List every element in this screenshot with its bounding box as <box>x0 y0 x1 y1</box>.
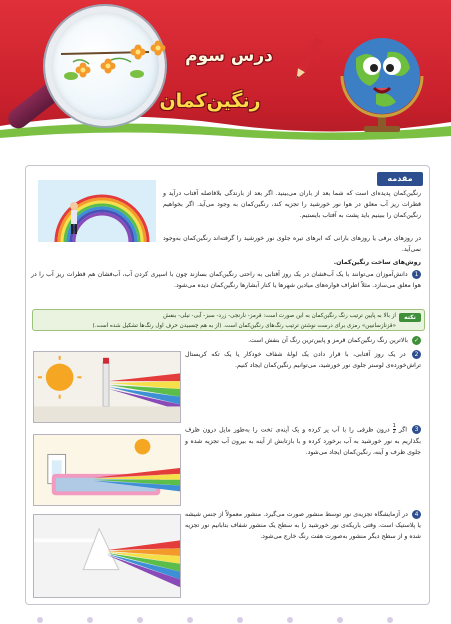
rainbow-color-order-line <box>191 335 421 346</box>
method-item-3-prefix: اگر <box>398 426 407 434</box>
lesson-header <box>0 0 451 145</box>
intro-paragraph-1: رنگین‌کمان پدیده‌ای است که شما بعد از باران می‌بینید. اگر بعد از بارندگی بلافاصله آفتاب درآید و قطرات ریز آب معلق در هوا نور خورشید را تجزیه کند، رنگین‌کمان به وجود می‌آید. اگر بخواهیم رنگین‌کمان را ببینیم باید پشت به آفتاب بایستیم. <box>163 190 421 219</box>
note-box <box>32 309 425 331</box>
note-text-line-2: «قزنازسانیبن» رمزی برای درست نوشتن ترتیب رنگ‌های رنگین‌کمان است. (از به هم چسبیدن حرف اول رنگ‌ها تشکیل شده است.) <box>92 323 396 329</box>
prism-rainbow-photo <box>33 514 181 598</box>
method-item-3 <box>185 424 421 458</box>
sun-tube-rainbow-photo <box>33 351 181 423</box>
method-item-3-text: درون ظرفی را با آب پر کرده و یک آینه‌ی تخت را به‌طور مایل درون ظرف بگذاریم به نور خورشید به آب برخورد کرده و با بازتابش از آینه به بیرون آب تجزیه شده و جلوی ظرف و آینه، رنگین‌کمان ایجاد می‌شود. <box>185 426 421 456</box>
method-item-4 <box>185 509 421 542</box>
note-text <box>36 311 396 331</box>
flower-icon <box>130 44 146 60</box>
bottom-dots-decoration <box>0 608 451 624</box>
flower-icon <box>150 40 166 56</box>
method-item-2 <box>185 349 421 371</box>
method-item-1-text: دانش‌آموزان می‌توانند با یک آب‌فشان در یک روز آفتابی به راحتی رنگین‌کمان بسازند چون با اسپری کردن آب، آب‌فشان هم قطرات ریز آب را در هوا معلق می‌سازد. مثلاً اطراف فواره‌های میادین شهرها یا کنار آبشارها رنگین‌کمان دیده می‌شود. <box>31 271 421 289</box>
content-frame <box>25 165 430 605</box>
checkmark-badge-icon: ✓ <box>413 336 420 344</box>
fraction-numerator: 1 <box>392 423 396 429</box>
pencil-icon <box>288 34 328 84</box>
intro-paragraph-2: در روزهای برفی یا روزهای بارانی که ابرهای تیره جلوی نور خورشید را گرفته‌اند رنگین‌کمان به‌وجود نمی‌آید. <box>163 235 421 253</box>
note-text-line-1: از بالا به پایین ترتیب رنگ رنگین‌کمان به این صورت است: قرمز- نارنجی- زرد- سبز- آبی- نیلی- بنفش <box>163 313 396 319</box>
method-item-2-text: در یک روز آفتابی، با قرار دادن یک لولهٔ شفاف خودکار یا یک تکه کریستال تراش‌خورده‌ی لوستر جلوی نور خورشید، می‌توانیم رنگین‌کمان ایجاد کنیم. <box>185 351 421 369</box>
fraction-denominator: 2 <box>392 429 396 435</box>
lesson-number-title: درس سوم <box>185 46 273 66</box>
water-mirror-rainbow-photo <box>33 434 181 506</box>
note-label: نکته <box>399 313 421 322</box>
item-number-badge: 4 <box>412 510 421 519</box>
globe-mascot-icon <box>326 8 436 138</box>
method-item-4-text: در آزمایشگاه تجزیه‌ی نور توسط منشور صورت می‌گیرد. منشور معمولاً از جنس شیشه یا پلاستیک است. وقتی باریکه‌ی نور خورشید را به سطح یک منشور شفاف بتابانیم نور تجزیه شده و از سطح دیگر منشور به‌صورت هفت رنگ خارج می‌شود. <box>185 511 421 540</box>
flower-icon <box>100 58 116 74</box>
lesson-name-title: رنگین‌کمان <box>159 90 261 112</box>
flower-icon <box>75 62 91 78</box>
rainbow-girl-illustration <box>38 180 156 242</box>
item-number-badge: 2 <box>412 350 421 359</box>
fraction-one-half <box>393 424 396 435</box>
method-item-1 <box>31 269 421 291</box>
item-number-badge: 3 <box>412 425 421 434</box>
item-number-badge: 1 <box>412 270 421 279</box>
methods-heading: روش‌های ساخت رنگین‌کمان. <box>333 259 421 266</box>
section-tag-intro: مقدمه <box>377 172 423 186</box>
rainbow-color-order-text: بالاترین رنگ رنگین‌کمان قرمز و پایین‌ترین رنگ آن بنفش است. <box>248 337 409 344</box>
